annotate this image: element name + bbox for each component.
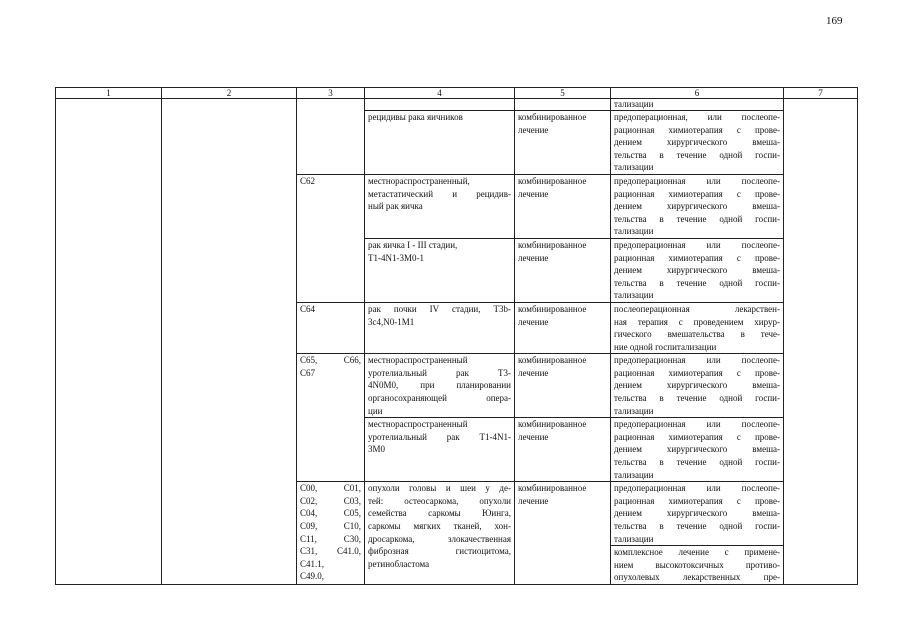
cell-line: семейства саркомы Юинга, [368,508,511,519]
cell-line: С09, С10, [300,521,361,531]
cell-line: тельства в течение одной госпи- [614,457,780,468]
col4-cell [365,111,515,175]
cell-line: местнораспространенный [368,355,468,366]
cell-line: рационная химиотерапия с прове- [614,124,780,135]
cell-line: дросаркома, злокачественная [368,533,511,544]
cell-line: комбинированное [518,112,587,122]
cell-line: лечение [518,431,549,442]
col4-cell [365,238,515,302]
col4-cell [365,418,515,482]
cell-line: комбинированное [518,355,587,366]
col3-cell [297,174,365,302]
header-row [56,88,858,99]
cell-line: ный рак яичка [368,201,423,212]
cell-line: 3M0 [368,444,386,455]
cell-line: тельства в течение одной госпи- [614,149,780,160]
cell-line: ции [368,405,383,416]
cell-line: предоперационная или послеопе- [614,239,780,250]
cell-line: рационная химиотерапия с прове- [614,367,780,378]
cell-line: С41.1, [300,558,325,569]
cell-line: комбинированное [518,175,587,186]
col6-cell [611,238,784,302]
cell-line: лечение [518,367,549,378]
cell-line: рационная химиотерапия с прове- [614,252,780,263]
cell-line: ние одной госпитализации [614,341,717,352]
col6-cell [611,99,784,111]
col7-cell [784,99,858,585]
col5-cell [515,354,611,418]
col6-cell [611,302,784,353]
col3-cell [297,99,365,175]
cell-line: ретинобластома [368,558,430,569]
page-number: 169 [826,15,843,27]
cell-line: комбинированное [518,303,587,314]
cell-line: дением хирургического вмеша- [614,444,780,455]
header-cell: 2 [162,88,297,99]
col5-cell [515,418,611,482]
cell-line: тализации [614,226,654,237]
cell-line: метастатический и рецидив- [368,188,511,199]
header-cell: 5 [515,88,611,99]
cell-line: саркомы мягких тканей, хон- [368,521,511,531]
cell-line: С49.0, [300,571,325,582]
cell-line: комбинированное [518,419,587,430]
cell-line: лечение [518,124,549,135]
cell-line: опухоли головы и шеи у де- [368,483,511,494]
cell-line: ная терапия с проведением хирур- [614,316,780,327]
cell-line: С64 [300,303,316,314]
cell-line: тализации [614,469,654,480]
col4-cell [365,482,515,585]
col6-cell [611,482,784,546]
col6-cell [611,418,784,482]
table-row [56,99,858,111]
cell-line: тализации [614,162,654,173]
cell-line: рационная химиотерапия с прове- [614,431,780,442]
cell-line: предоперационная или послеопе- [614,419,780,430]
col6-cell [611,354,784,418]
col4-cell [365,99,515,111]
col4-cell [365,174,515,238]
cell-line: рационная химиотерапия с прове- [614,188,780,199]
col5-cell [515,111,611,175]
col5-cell [515,99,611,111]
cell-line: комплексное лечение с примене- [614,547,780,558]
col6-cell [611,546,784,585]
cell-line: предоперационная или послеопе- [614,355,780,366]
cell-line: С62 [300,175,316,186]
cell-line: С31, С41.0, [300,546,361,557]
cell-line: предоперационная или послеопе- [614,483,780,494]
col2-cell [162,99,297,585]
cell-line: дением хирургического вмеша- [614,380,780,391]
medical-care-table [55,87,858,585]
cell-line: уротелиальный рак T1-4N1- [368,431,511,442]
cell-line: предоперационная, или послеопе- [614,112,780,122]
cell-line: предоперационная или послеопе- [614,175,780,186]
cell-line: рационная химиотерапия с прове- [614,495,780,506]
cell-line: тельства в течение одной госпи- [614,277,780,288]
cell-line: комбинированное [518,483,587,494]
header-cell: 6 [611,88,784,99]
cell-line: послеоперационная лекарствен- [614,303,780,314]
col3-cell [297,354,365,482]
cell-line: тализации [614,533,654,544]
cell-line: нием высокотоксичных противо- [614,559,780,570]
cell-line: T1-4N1-3M0-1 [368,252,424,263]
col5-cell [515,482,611,585]
cell-line: гического вмешательства в тече- [614,329,780,340]
cell-line: С02, С03, [300,495,361,506]
cell-line: тализации [614,99,654,109]
cell-line: органосохраняющей опера- [368,393,511,404]
cell-line: опухолевых лекарственных пре- [614,572,780,583]
cell-line: тельства в течение одной госпи- [614,393,780,404]
col4-cell [365,302,515,353]
cell-line: С04, С05, [300,508,361,519]
cell-line: дением хирургического вмеша- [614,508,780,519]
col6-cell [611,174,784,238]
col5-cell [515,174,611,238]
cell-line: комбинированное [518,239,587,250]
cell-line: дением хирургического вмеша- [614,137,780,148]
cell-line: тализации [614,405,654,416]
cell-line: дением хирургического вмеша- [614,201,780,212]
col5-cell [515,238,611,302]
cell-line: С00, С01, [300,483,361,494]
col4-cell [365,354,515,418]
header-cell: 7 [784,88,858,99]
col6-cell [611,111,784,175]
cell-line: лечение [518,252,549,263]
header-cell: 4 [365,88,515,99]
cell-line: 4N0M0, при планировании [368,380,511,391]
cell-line: тельства в течение одной госпи- [614,213,780,224]
cell-line: местнораспространенный [368,419,468,430]
cell-line: дением хирургического вмеша- [614,265,780,276]
col3-cell [297,482,365,585]
cell-line: местнораспространенный, [368,175,470,186]
cell-line: лечение [518,495,549,506]
cell-line: рак яичка I - III стадии, [368,239,458,250]
col5-cell [515,302,611,353]
cell-line: рак почки IV стадии, T3b- [368,303,511,314]
cell-line: С67 [300,367,316,378]
cell-line: С65, С66, [300,355,361,366]
col3-cell [297,302,365,353]
cell-line: тей: остеосаркома, опухоли [368,495,511,506]
cell-line: фиброзная гистиоцитома, [368,546,511,557]
col1-cell [56,99,162,585]
cell-line: С11, С30, [300,533,361,544]
header-cell: 1 [56,88,162,99]
header-cell: 3 [297,88,365,99]
cell-line: тельства в течение одной госпи- [614,521,780,531]
cell-line: тализации [614,290,654,301]
cell-line: лечение [518,316,549,327]
cell-line: 3c4,N0-1M1 [368,316,415,327]
cell-line: лечение [518,188,549,199]
cell-line: рецидивы рака яичников [368,112,463,122]
cell-line: уротелиальный рак T3- [368,367,511,378]
